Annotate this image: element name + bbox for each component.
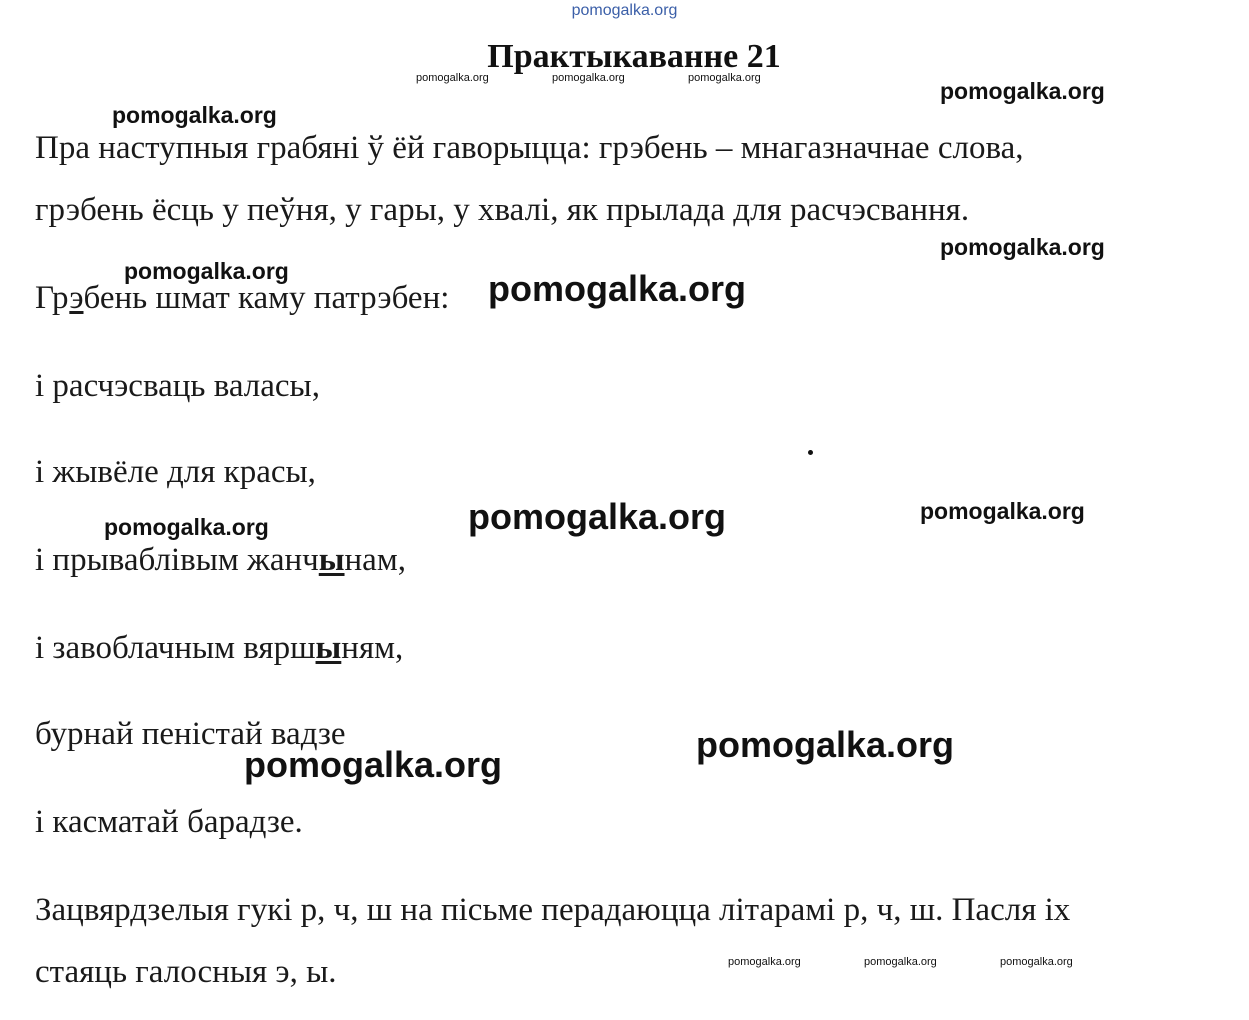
- poem-line-1-start: Гр: [35, 280, 70, 316]
- watermark-small: pomogalka.org: [1000, 956, 1073, 968]
- watermark-large: pomogalka.org: [244, 744, 503, 785]
- poem-line-7: і касматай барадзе.: [35, 804, 303, 840]
- watermark-small: pomogalka.org: [728, 956, 801, 968]
- poem-line-2: і расчэсваць валасы,: [35, 368, 320, 404]
- watermark-small: pomogalka.org: [864, 956, 937, 968]
- poem-line-4: [35, 540, 406, 580]
- paragraph-2-line-2: стаяць галосныя э, ы.: [35, 954, 337, 990]
- watermark-medium: pomogalka.org: [112, 102, 277, 128]
- underlined-letter: ы: [318, 542, 345, 578]
- header-watermark: pomogalka.org: [571, 2, 678, 19]
- watermark-medium: pomogalka.org: [940, 78, 1105, 104]
- poem-line-1-end: бень шмат каму патрэбен:: [83, 280, 450, 316]
- watermark-medium: pomogalka.org: [104, 514, 269, 540]
- watermark-medium: pomogalka.org: [940, 234, 1105, 260]
- page-title: Практыкаванне 21: [487, 38, 781, 75]
- watermark-small: pomogalka.org: [416, 72, 489, 84]
- watermark-large: pomogalka.org: [468, 496, 727, 537]
- watermark-small: pomogalka.org: [552, 72, 625, 84]
- watermark-small: pomogalka.org: [688, 72, 761, 84]
- watermark-large: pomogalka.org: [488, 268, 747, 309]
- poem-line-1: [35, 278, 449, 318]
- paragraph-1-line-2: грэбень ёсць у пеўня, у гары, у хвалі, як прылада для расчэсвання.: [35, 192, 970, 228]
- dot-mark: [808, 450, 813, 455]
- poem-line-5-end: ням,: [341, 630, 404, 666]
- watermark-medium: pomogalka.org: [124, 258, 289, 284]
- watermark-large: pomogalka.org: [696, 724, 955, 765]
- poem-line-6: бурнай пеністай вадзе: [35, 716, 346, 752]
- poem-line-3: і жывёле для красы,: [35, 454, 316, 490]
- poem-line-5: [35, 628, 403, 668]
- poem-line-4-start: і прываблівым жанч: [35, 542, 319, 578]
- poem-line-4-end: нам,: [344, 542, 406, 578]
- underlined-letter: э: [69, 280, 84, 316]
- paragraph-2-line-1: Зацвярдзелыя гукі р, ч, ш на пісьме перадаюцца літарамі р, ч, ш. Пасля іх: [35, 892, 1071, 928]
- poem-line-5-start: і завоблачным вярш: [35, 630, 316, 666]
- paragraph-1-line-1: Пра наступныя грабяні ў ёй гаворыцца: грэбень – мнагазначнае слова,: [35, 130, 1024, 166]
- underlined-letter: ы: [315, 630, 342, 666]
- watermark-medium: pomogalka.org: [920, 498, 1085, 524]
